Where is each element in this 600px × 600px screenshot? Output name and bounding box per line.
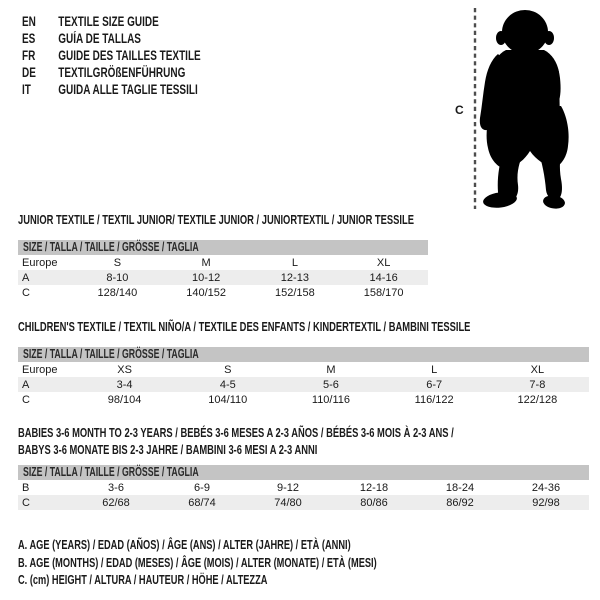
- cell: 12-18: [359, 481, 389, 494]
- guide-title-de: TEXTILGRÖßENFÜHRUNG: [58, 65, 186, 80]
- cell: 9-12: [276, 481, 300, 494]
- guide-title-es: GUÍA DE TALLAS: [58, 31, 141, 46]
- table-row-height: [18, 392, 589, 407]
- cell: 104/110: [208, 393, 248, 406]
- cell: 7-8: [486, 377, 589, 392]
- cell: 80/86: [331, 495, 417, 510]
- language-legend: [22, 13, 264, 98]
- cell: 10-12: [162, 270, 251, 285]
- toddler-silhouette-icon: [446, 2, 598, 214]
- cell: S: [113, 256, 122, 269]
- row-label: B: [22, 481, 30, 494]
- cell: XL: [530, 363, 545, 376]
- row-label: C: [22, 286, 30, 299]
- cell: 116/122: [414, 393, 454, 406]
- size-header-bar: SIZE / TALLA / TAILLE / GRÖSSE / TAGLIA: [18, 240, 428, 255]
- babies-size-table: [18, 465, 589, 510]
- language-code: EN: [22, 14, 36, 29]
- guide-title-fr: GUIDE DES TAILLES TEXTILE: [58, 48, 201, 63]
- cell: 12-13: [251, 270, 340, 285]
- row-label: C: [22, 393, 30, 406]
- size-header-bar: SIZE / TALLA / TAILLE / GRÖSSE / TAGLIA: [18, 465, 589, 480]
- language-row-en: [22, 13, 201, 30]
- cell: 122/128: [517, 393, 558, 406]
- cell: 128/140: [97, 286, 138, 299]
- language-row-es: [22, 30, 201, 47]
- table-row-europe: [18, 255, 428, 270]
- cell: 18-24: [445, 481, 475, 494]
- cell: 74/80: [245, 495, 331, 510]
- cell: 98/104: [107, 393, 142, 406]
- children-size-table: [18, 347, 589, 407]
- note-c: C. (cm) HEIGHT / ALTURA / HAUTEUR / HÖHE / ALTEZZA: [18, 573, 268, 587]
- junior-size-table-section: [18, 213, 428, 300]
- note-a: A. AGE (YEARS) / EDAD (AÑOS) / ÂGE (ANS) / ALTER (JAHRE) / ETÀ (ANNI): [18, 538, 351, 552]
- size-header-bar: SIZE / TALLA / TAILLE / GRÖSSE / TAGLIA: [18, 347, 589, 362]
- cell: M: [201, 256, 211, 269]
- cell: 24-36: [531, 481, 561, 494]
- measure-label-c: C: [455, 103, 464, 117]
- size-header-row: [18, 465, 589, 480]
- cell: 62/68: [73, 495, 159, 510]
- cell: L: [431, 363, 438, 376]
- size-figure: [446, 2, 598, 214]
- cell: 158/170: [363, 286, 404, 299]
- guide-title-en: TEXTILE SIZE GUIDE: [58, 14, 159, 29]
- table-row-height: [18, 495, 589, 510]
- language-row-it: [22, 81, 201, 98]
- cell: 86/92: [417, 495, 503, 510]
- table-row-height: [18, 285, 428, 300]
- guide-title-it: GUIDA ALLE TAGLIE TESSILI: [58, 82, 198, 97]
- cell: 3-4: [73, 377, 176, 392]
- table-row-age: [18, 270, 428, 285]
- legend-notes: [18, 537, 503, 590]
- note-b: B. AGE (MONTHS) / EDAD (MESES) / ÂGE (MOIS) / ALTER (MONATE) / ETÀ (MESI): [18, 555, 377, 570]
- language-code: FR: [22, 48, 36, 63]
- cell: 110/116: [311, 393, 351, 406]
- cell: 3-6: [108, 481, 124, 494]
- cell: 5-6: [279, 377, 382, 392]
- toddler-silhouette-shape: [480, 10, 569, 210]
- cell: L: [291, 256, 298, 269]
- language-code: IT: [22, 82, 31, 97]
- row-label: C: [18, 495, 73, 510]
- row-label: A: [18, 270, 73, 285]
- junior-table-title: JUNIOR TEXTILE / TEXTIL JUNIOR/ TEXTILE JUNIOR / JUNIORTEXTIL / JUNIOR TESSILE: [18, 212, 414, 227]
- children-table-title: CHILDREN'S TEXTILE / TEXTIL NIÑO/A / TEXTILE DES ENFANTS / KINDERTEXTIL / BAMBINI TESSILE: [18, 319, 471, 334]
- cell: 152/158: [274, 286, 315, 299]
- language-row-de: [22, 64, 201, 81]
- cell: 6-9: [194, 481, 210, 494]
- row-label: A: [18, 377, 73, 392]
- cell: 8-10: [73, 270, 162, 285]
- language-code: ES: [22, 31, 36, 46]
- language-code: DE: [22, 65, 36, 80]
- children-size-table-section: [18, 320, 589, 407]
- junior-size-table: [18, 240, 428, 300]
- cell: S: [224, 363, 232, 376]
- cell: M: [326, 363, 336, 376]
- size-header-row: [18, 240, 428, 255]
- cell: 92/98: [503, 495, 589, 510]
- cell: 140/152: [186, 286, 226, 299]
- table-row-europe: [18, 362, 589, 377]
- row-label: Europe: [22, 256, 58, 269]
- cell: 68/74: [159, 495, 245, 510]
- cell: 14-16: [339, 270, 428, 285]
- babies-size-table-section: [18, 424, 589, 510]
- size-header-row: [18, 347, 589, 362]
- table-row-age: [18, 377, 589, 392]
- cell: 6-7: [383, 377, 486, 392]
- cell: 4-5: [176, 377, 279, 392]
- cell: XS: [117, 363, 132, 376]
- table-row-months: [18, 480, 589, 495]
- row-label: Europe: [22, 363, 58, 376]
- language-row-fr: [22, 47, 201, 64]
- babies-table-title: BABIES 3-6 MONTH TO 2-3 YEARS / BEBÉS 3-6 MESES A 2-3 AÑOS / BÉBÉS 3-6 MOIS À 2-3 ANS / BABYS 3-6 MONATE BIS 2-3 JAHRE / BAMBINI 3-6 MESI A 2-3 ANNI: [18, 425, 454, 457]
- cell: XL: [376, 256, 391, 269]
